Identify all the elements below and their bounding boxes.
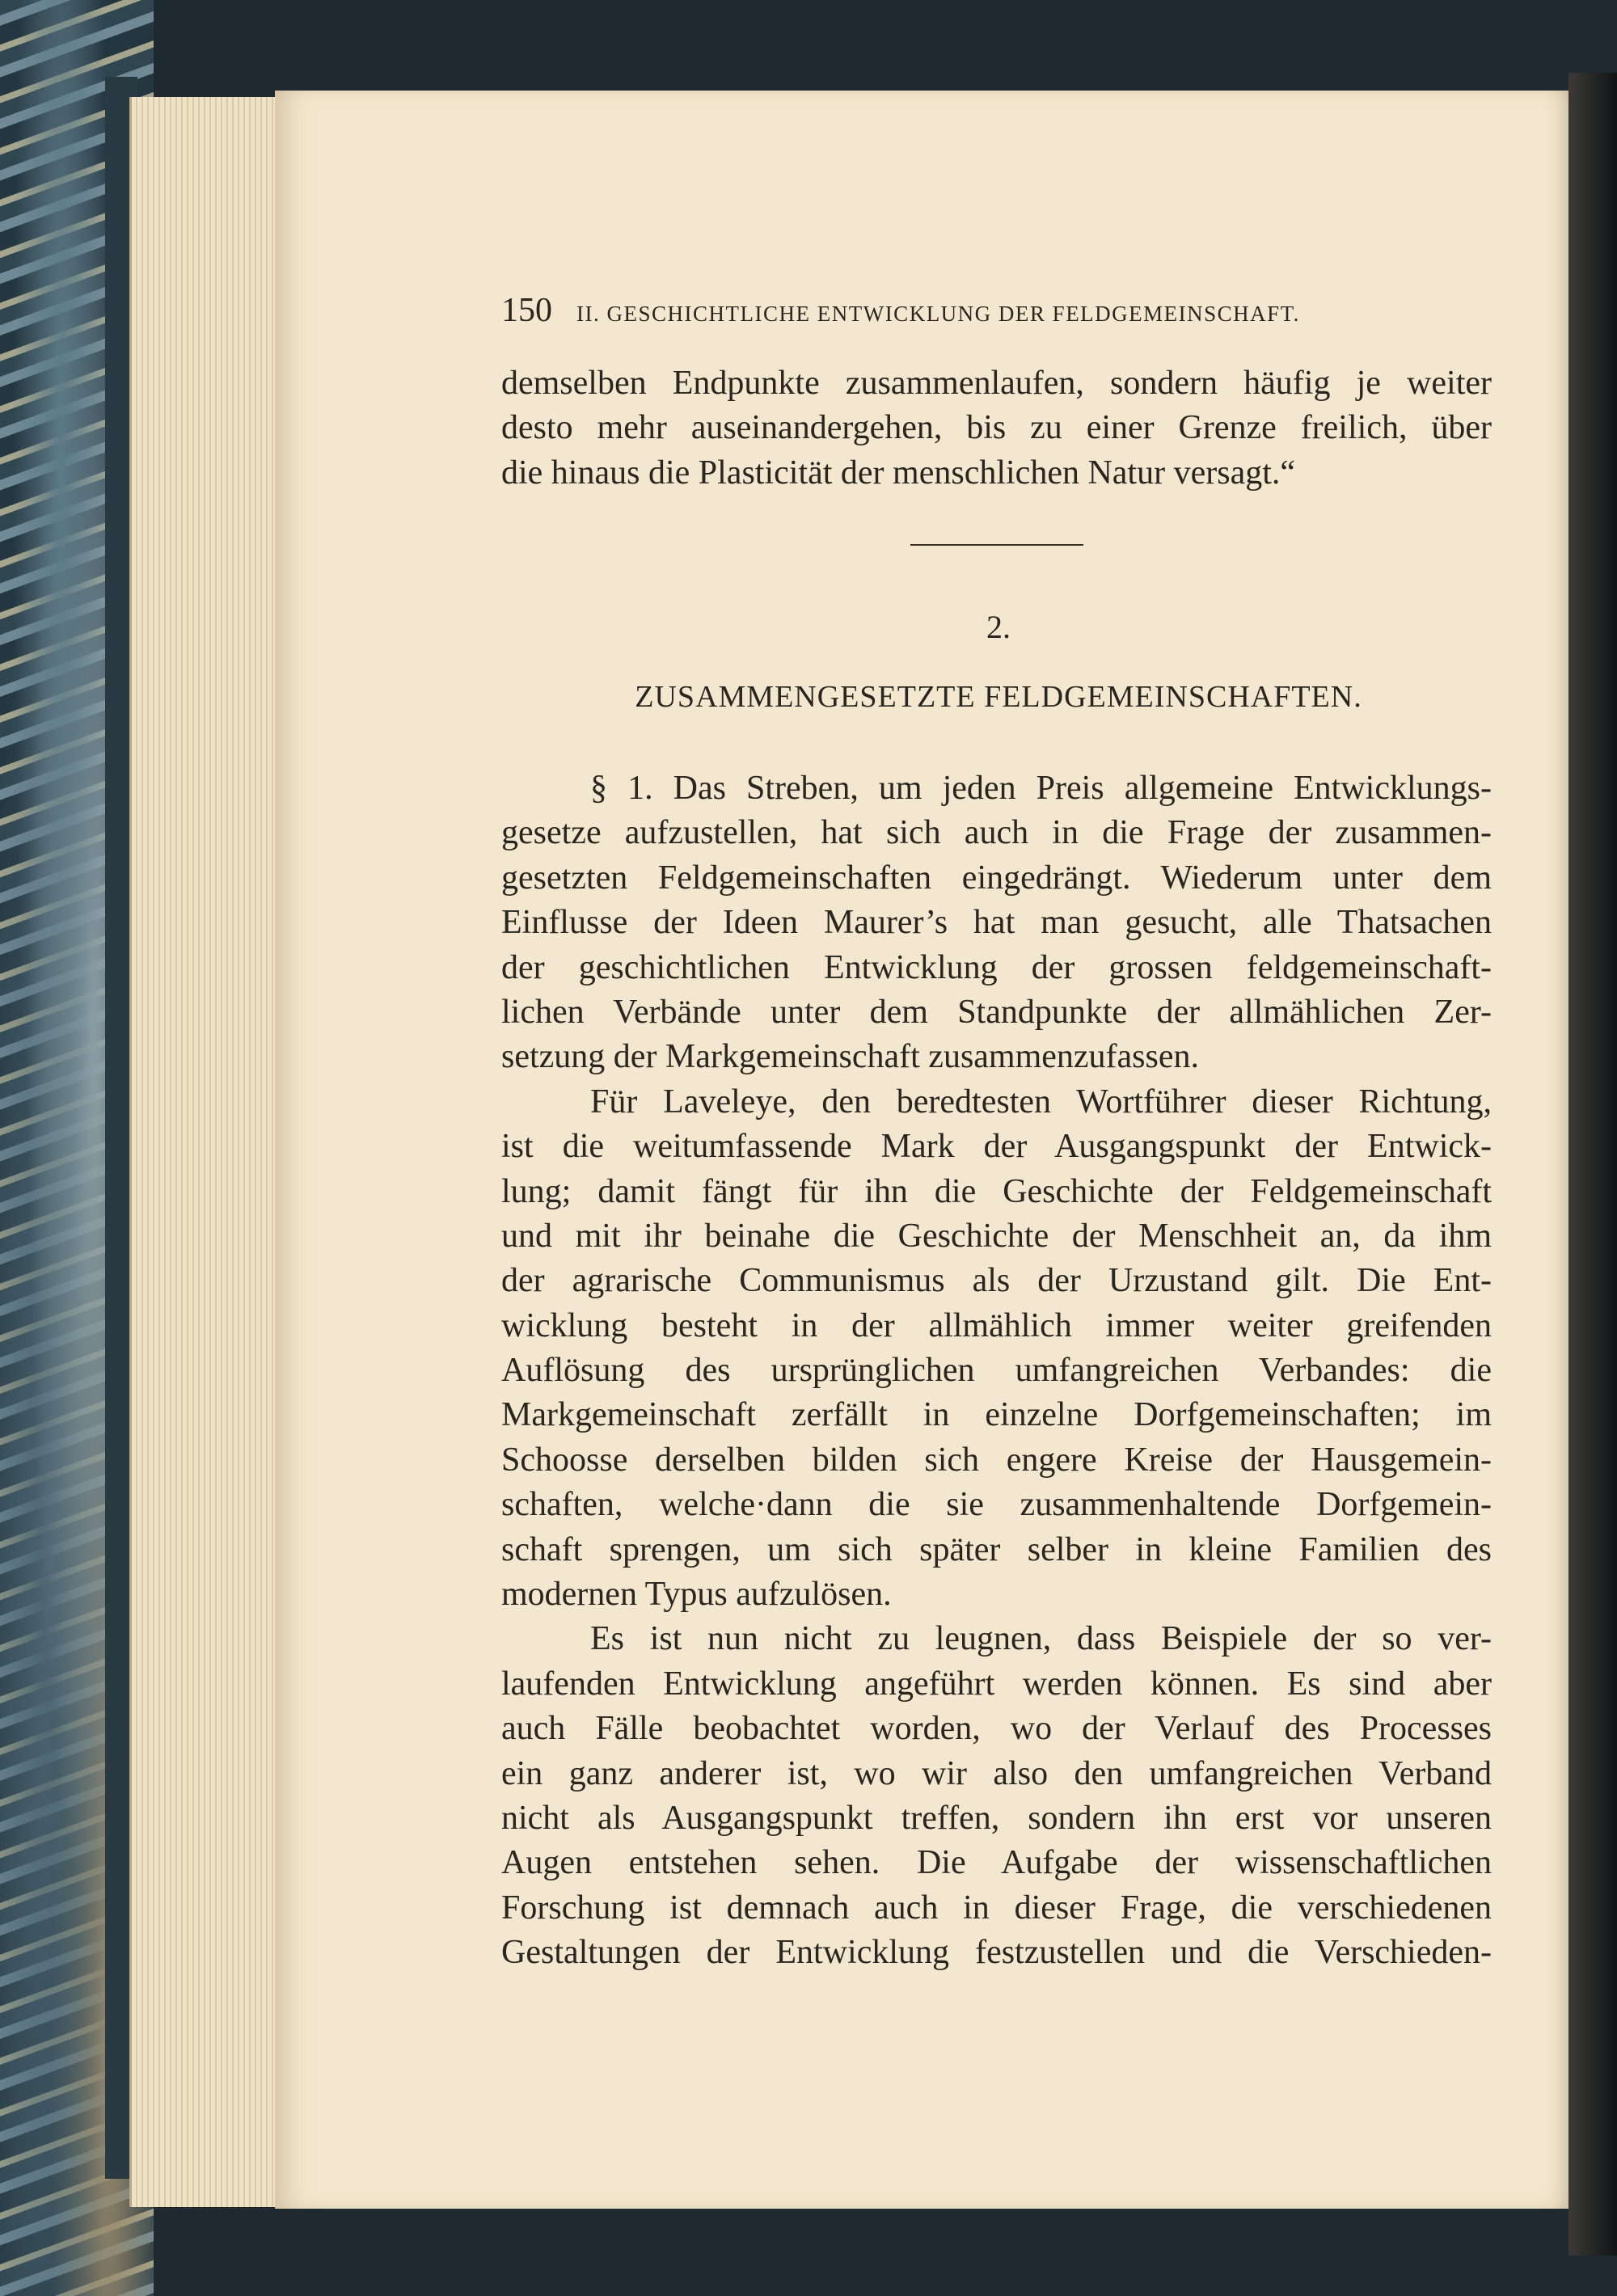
text-line: Augen entstehen sehen. Die Aufgabe der wissenschaftlichen [501,1844,1492,1882]
body-text [501,766,1492,1976]
gutter-shadow [1568,73,1617,2256]
text-line: nicht als Ausgangspunkt treffen, sondern ihn erst vor unseren [501,1799,1492,1837]
text-line: die hinaus die Plasticität der menschlichen Natur versagt.“ [501,454,1296,492]
text-line: und mit ihr beinahe die Geschichte der Menschheit an, da ihm [501,1217,1492,1255]
text-line: wicklung besteht in der allmählich immer weiter greifenden [501,1306,1492,1344]
text-line: setzung der Markgemeinschaft zusammenzufassen. [501,1038,1200,1076]
running-head-title: II. GESCHICHTLICHE ENTWICKLUNG DER FELDGEMEINSCHAFT. [576,302,1300,326]
text-line: der agrarische Communismus als der Urzustand gilt. Die Ent- [501,1262,1492,1300]
text-line: schaft sprengen, um sich später selber in kleine Familien des [501,1530,1492,1568]
text-line: Es ist nun nicht zu leugnen, dass Beispiele der so ver- [590,1620,1492,1658]
text-line: der geschichtlichen Entwicklung der grossen feldgemeinschaft- [501,948,1492,986]
page-block-edges [129,97,285,2207]
page-number: 150 [501,292,552,329]
text-line: demselben Endpunkte zusammenlaufen, sondern häufig je weiter [501,365,1492,402]
text-line: laufenden Entwicklung angeführt werden können. Es sind aber [501,1665,1492,1703]
text-line: desto mehr auseinandergehen, bis zu einer Grenze freilich, über [501,409,1492,447]
text-line: lung; damit fängt für ihn die Geschichte der Feldgemeinschaft [501,1172,1492,1210]
section-divider [910,544,1083,546]
text-line: Für Laveleye, den beredtesten Wortführer dieser Richtung, [590,1083,1492,1121]
text-line: Schoosse derselben bilden sich engere Kreise der Hausgemein- [501,1441,1492,1479]
text-line: ist die weitumfassende Mark der Ausgangspunkt der Entwick- [501,1128,1492,1166]
section-number: 2. [986,609,1011,645]
text-line: lichen Verbände unter dem Standpunkte der allmählichen Zer- [501,993,1492,1031]
text-line: Markgemeinschaft zerfällt in einzelne Dorfgemeinschaften; im [501,1396,1492,1434]
text-line: Auflösung des ursprünglichen umfangreichen Verbandes: die [501,1352,1492,1390]
text-line: Einflusse der Ideen Maurer’s hat man gesucht, alle Thatsachen [501,904,1492,942]
text-line: Forschung ist demnach auch in dieser Frage, die verschiedenen [501,1889,1492,1927]
text-line: modernen Typus aufzulösen. [501,1576,892,1614]
intro-text [501,361,1492,496]
text-line: schaften, welche·dann die sie zusammenhaltende Dorfgemein- [501,1486,1492,1524]
text-line: gesetzten Feldgemeinschaften eingedrängt. Wiederum unter dem [501,859,1492,897]
text-line: § 1. Das Streben, um jeden Preis allgemeine Entwicklungs- [590,770,1492,807]
text-line: Gestaltungen der Entwicklung festzustellen und die Verschieden- [501,1934,1492,1972]
running-head [501,291,1492,330]
text-line: ein ganz anderer ist, wo wir also den umfangreichen Verband [501,1754,1492,1792]
text-line: auch Fälle beobachtet worden, wo der Verlauf des Processes [501,1710,1492,1748]
text-line: gesetze aufzustellen, hat sich auch in die Frage der zusammen- [501,814,1492,852]
section-heading: ZUSAMMENGESETZTE FELDGEMEINSCHAFTEN. [635,680,1362,714]
